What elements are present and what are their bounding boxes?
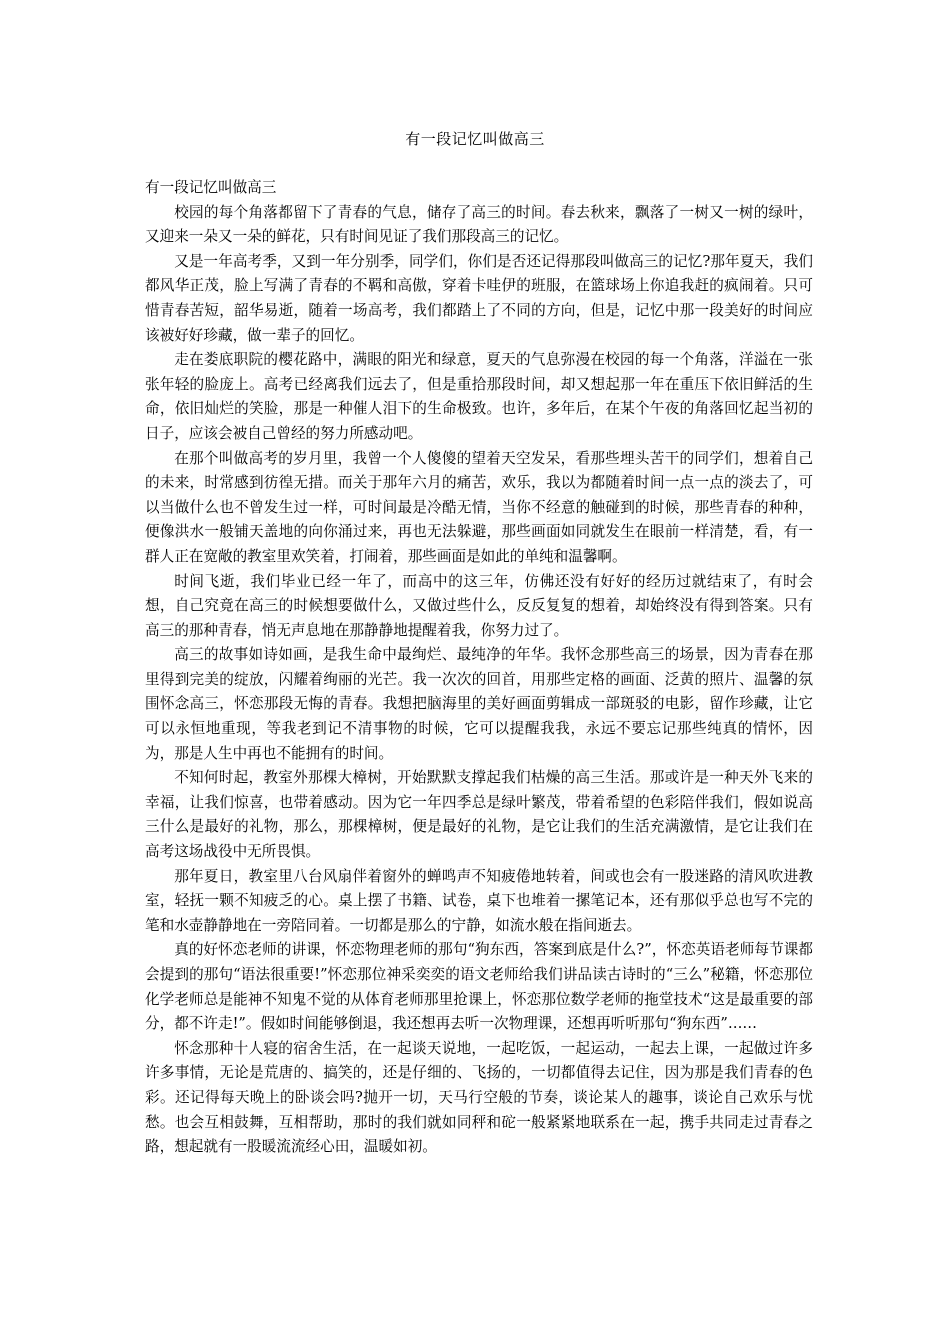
paragraph-10: 怀念那种十人寝的宿舍生活，在一起谈天说地，一起吃饭，一起运动，一起去上课，一起做过许多许多事情，无论是荒唐的、搞笑的，还是仔细的、飞扬的，一切都值得去记住，因为那是我们青春的色彩。还记得每天晚上的卧谈会吗?抛开一切，天马行空般的节奏，谈论某人的趣事，谈论自己欢乐与忧愁。也会互相鼓舞，互相帮助，那时的我们就如同秤和砣一般紧紧地联系在一起，携手共同走过青春之路，想起就有一股暖流流经心田，温暖如初。 [145,1039,813,1156]
document-body [145,176,813,1160]
paragraph-2: 又是一年高考季，又到一年分别季，同学们，你们是否还记得那段叫做高三的记忆?那年夏天，我们都风华正茂，脸上写满了青春的不羁和高傲，穿着卡哇伊的班服，在篮球场上你追我赶的疯闹着。只可惜青春苦短，韶华易逝，随着一场高考，我们都踏上了不同的方向，但是，记忆中那一段美好的时间应该被好好珍藏，做一辈子的回忆。 [145,252,813,344]
paragraph-6: 高三的故事如诗如画，是我生命中最绚烂、最纯净的年华。我怀念那些高三的场景，因为青春在那里得到完美的绽放，闪耀着绚丽的光芒。我一次次的回首，用那些定格的画面、泛黄的照片、温馨的氛围怀念高三，怀恋那段无悔的青春。我想把脑海里的美好画面剪辑成一部斑驳的电影，留作珍藏，让它可以永恒地重现，等我老到记不清事物的时候，它可以提醒我我，永远不要忘记那些纯真的情怀，因为，那是人生中再也不能拥有的时间。 [145,646,813,762]
paragraph-1: 校园的每个角落都留下了青春的气息，储存了高三的时间。春去秋来，飘落了一树又一树的绿叶，又迎来一朵又一朵的鲜花，只有时间见证了我们那段高三的记忆。 [145,203,813,246]
paragraph-3: 走在娄底职院的樱花路中，满眼的阳光和绿意，夏天的气息弥漫在校园的每一个角落，洋溢在一张张年轻的脸庞上。高考已经离我们远去了，但是重拾那段时间，却又想起那一年在重压下依旧鲜活的生命，依旧灿烂的笑脸，那是一种催人泪下的生命极致。也许，多年后，在某个午夜的角落回忆起当初的日子，应该会被自己曾经的努力所感动吧。 [145,351,813,442]
paragraph-5: 时间飞逝，我们毕业已经一年了，而高中的这三年，仿佛还没有好好的经历过就结束了，有时会想，自己究竟在高三的时候想要做什么，又做过些什么，反反复复的想着，却始终没有得到答案。只有高三的那种青春，悄无声息地在那静静地提醒着我，你努力过了。 [145,572,813,639]
paragraph-9: 真的好怀恋老师的讲课，怀恋物理老师的那句“狗东西，答案到底是什么?”，怀恋英语老师每节课都会提到的那句“语法很重要!”怀恋那位神采奕奕的语文老师给我们讲品读古诗时的“三么”秘籍，怀恋那位化学老师总是能神不知鬼不觉的从体育老师那里抢课上，怀恋那位数学老师的拖堂技术“这是最重要的部分，都不许走!”。假如时间能够倒退，我还想再去听一次物理课，还想再听听那句“狗东西”…… [145,941,813,1033]
document-subtitle: 有一段记忆叫做高三 [145,179,277,196]
paragraph-8: 那年夏日，教室里八台风扇伴着窗外的蝉鸣声不知疲倦地转着，间或也会有一股迷路的清风吹进教室，轻抚一颗不知疲乏的心。桌上摆了书籍、试卷，桌下也堆着一摞笔记本，还有那似乎总也写不完的笔和水壶静静地在一旁陪同着。一切都是那么的宁静，如流水般在指间逝去。 [145,867,813,934]
document-title: 有一段记忆叫做高三 [405,130,545,148]
paragraph-4: 在那个叫做高考的岁月里，我曾一个人傻傻的望着天空发呆，看那些埋头苦干的同学们，想着自己的未来，时常感到彷徨无措。而关于那年六月的痛苦，欢乐，我以为都随着时间一点一点的淡去了，可以当做什么也不曾发生过一样，可时间最是冷酷无情，当你不经意的触碰到的时候，那些青春的种种，便像洪水一般铺天盖地的向你涌过来，再也无法躲避，那些画面如同就发生在眼前一样清楚，看，有一群人正在宽敞的教室里欢笑着，打闹着，那些画面是如此的单纯和温馨啊。 [145,449,813,565]
paragraph-7: 不知何时起，教室外那棵大樟树，开始默默支撑起我们枯燥的高三生活。那或许是一种天外飞来的幸福，让我们惊喜，也带着感动。因为它一年四季总是绿叶繁茂，带着希望的色彩陪伴我们，假如说高三什么是最好的礼物，那么，那棵樟树，便是最好的礼物，是它让我们的生活充满激情，是它让我们在高考这场战役中无所畏惧。 [145,769,813,861]
